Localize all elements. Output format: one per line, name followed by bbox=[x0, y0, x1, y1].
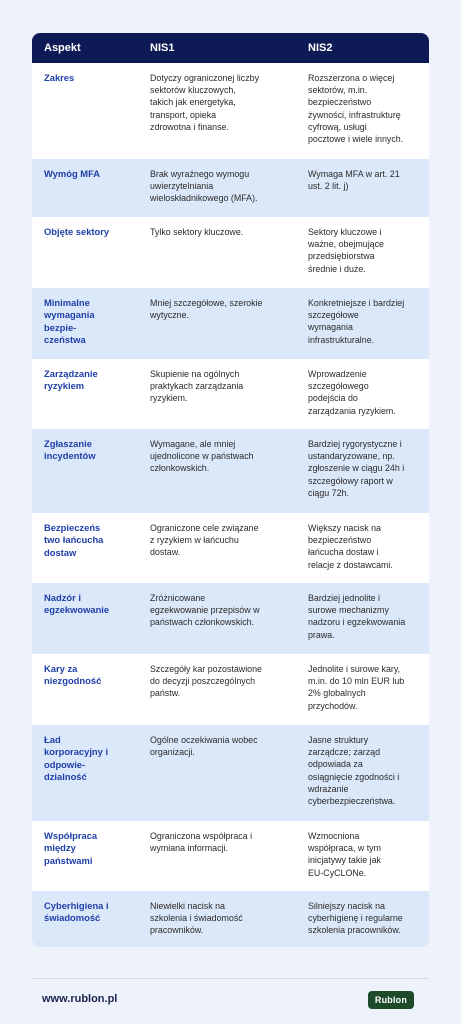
aspect-cell: Zgłaszanie incydentów bbox=[44, 438, 96, 462]
aspect-cell: Bezpieczeńs two łańcucha dostaw bbox=[44, 522, 104, 558]
aspect-cell: Minimalne wymagania bezpie- czeństwa bbox=[44, 297, 95, 346]
nis2-cell: Konkretniejsze i bardziej szczegółowe wymagania infrastrukturalne. bbox=[308, 298, 405, 345]
nis1-cell: Skupienie na ogólnych praktykach zarządzania ryzykiem. bbox=[150, 369, 244, 404]
nis2-cell: Rozszerzona o więcej sektorów, m.in. bezpieczeństwo żywności, infrastrukturę cyfrową, usługi pocztowe i wiele innych. bbox=[308, 73, 404, 145]
nis2-cell: Jednolite i surowe kary, m.in. do 10 mln EUR lub 2% globalnych przychodów. bbox=[308, 664, 405, 711]
nis1-cell: Ogólne oczekiwania wobec organizacji. bbox=[150, 735, 258, 758]
aspect-cell: Ład korporacyjny i odpowie- dzialność bbox=[44, 734, 109, 783]
nis2-cell: Wzmocniona współpraca, w tym inicjatywy takie jak EU-CyCLONe. bbox=[308, 831, 381, 878]
comparison-table bbox=[32, 33, 429, 947]
table-row bbox=[32, 654, 429, 725]
nis1-cell: Zróżnicowane egzekwowanie przepisów w państwach członkowskich. bbox=[150, 593, 260, 628]
nis1-cell: Niewielki nacisk na szkolenia i świadomość pracowników. bbox=[150, 901, 243, 936]
table-row bbox=[32, 725, 429, 821]
aspect-cell: Kary za niezgodność bbox=[44, 663, 102, 687]
table-header bbox=[32, 33, 429, 63]
nis1-cell: Tylko sektory kluczowe. bbox=[150, 227, 244, 237]
nis2-cell: Silniejszy nacisk na cyberhigienę i regularne szkolenia pracowników. bbox=[308, 901, 403, 936]
nis2-cell: Sektory kluczowe i ważne, obejmujące przedsiębiorstwa średnie i duże. bbox=[308, 227, 384, 274]
table-row bbox=[32, 217, 429, 288]
table-row bbox=[32, 63, 429, 159]
table-row bbox=[32, 513, 429, 583]
aspect-cell: Zakres bbox=[44, 72, 75, 83]
aspect-cell: Objęte sektory bbox=[44, 226, 110, 237]
nis1-cell: Ograniczone cele związane z ryzykiem w łańcuchu dostaw. bbox=[150, 523, 259, 558]
table-row bbox=[32, 583, 429, 654]
nis1-cell: Szczegóły kar pozostawione do decyzji poszczególnych państw. bbox=[150, 664, 262, 699]
aspect-cell: Zarządzanie ryzykiem bbox=[44, 368, 98, 392]
aspect-cell: Współpraca między państwami bbox=[44, 830, 98, 866]
nis1-cell: Wymagane, ale mniej ujednolicone w państwach członkowskich. bbox=[150, 439, 254, 474]
nis2-cell: Jasne struktury zarządcze; zarząd odpowiada za osiągnięcie zgodności i wdrażanie cyberbezpieczeństwa. bbox=[308, 735, 400, 807]
nis2-cell: Bardziej rygorystyczne i ustandaryzowane, np. zgłoszenie w ciągu 24h i szczegółowy raport w ciągu 72h. bbox=[308, 439, 405, 498]
header-nis2: NIS2 bbox=[308, 42, 333, 54]
table-row bbox=[32, 821, 429, 891]
nis1-cell: Dotyczy ograniczonej liczby sektorów kluczowych, takich jak energetyka, transport, opieka zdrowotna i finanse. bbox=[150, 73, 260, 132]
nis2-cell: Większy nacisk na bezpieczeństwo łańcucha dostaw i relacje z dostawcami. bbox=[308, 523, 393, 570]
aspect-cell: Nadzór i egzekwowanie bbox=[44, 592, 110, 616]
table-row bbox=[32, 359, 429, 429]
footer-divider bbox=[32, 978, 429, 979]
nis2-cell: Wymaga MFA w art. 21 ust. 2 lit. j) bbox=[308, 169, 400, 192]
nis2-cell: Wprowadzenie szczegółowego podejścia do zarządzania ryzykiem. bbox=[308, 369, 396, 416]
nis1-cell: Ograniczona współpraca i wymiana informacji. bbox=[150, 831, 253, 854]
table-row bbox=[32, 429, 429, 513]
table-row bbox=[32, 891, 429, 947]
rublon-logo: Rublon bbox=[368, 991, 414, 1009]
table-row bbox=[32, 288, 429, 359]
nis2-cell: Bardziej jednolite i surowe mechanizmy nadzoru i egzekwowania prawa. bbox=[308, 593, 406, 640]
nis1-cell: Mniej szczegółowe, szerokie wytyczne. bbox=[150, 298, 263, 321]
nis1-cell: Brak wyraźnego wymogu uwierzytelniania wieloskładnikowego (MFA). bbox=[150, 169, 258, 204]
header-nis1: NIS1 bbox=[150, 42, 175, 54]
aspect-cell: Wymóg MFA bbox=[44, 168, 101, 179]
aspect-cell: Cyberhigiena i świadomość bbox=[44, 900, 109, 924]
header-aspect: Aspekt bbox=[44, 42, 81, 54]
website-link[interactable]: www.rublon.pl bbox=[42, 993, 118, 1005]
table-row bbox=[32, 159, 429, 217]
